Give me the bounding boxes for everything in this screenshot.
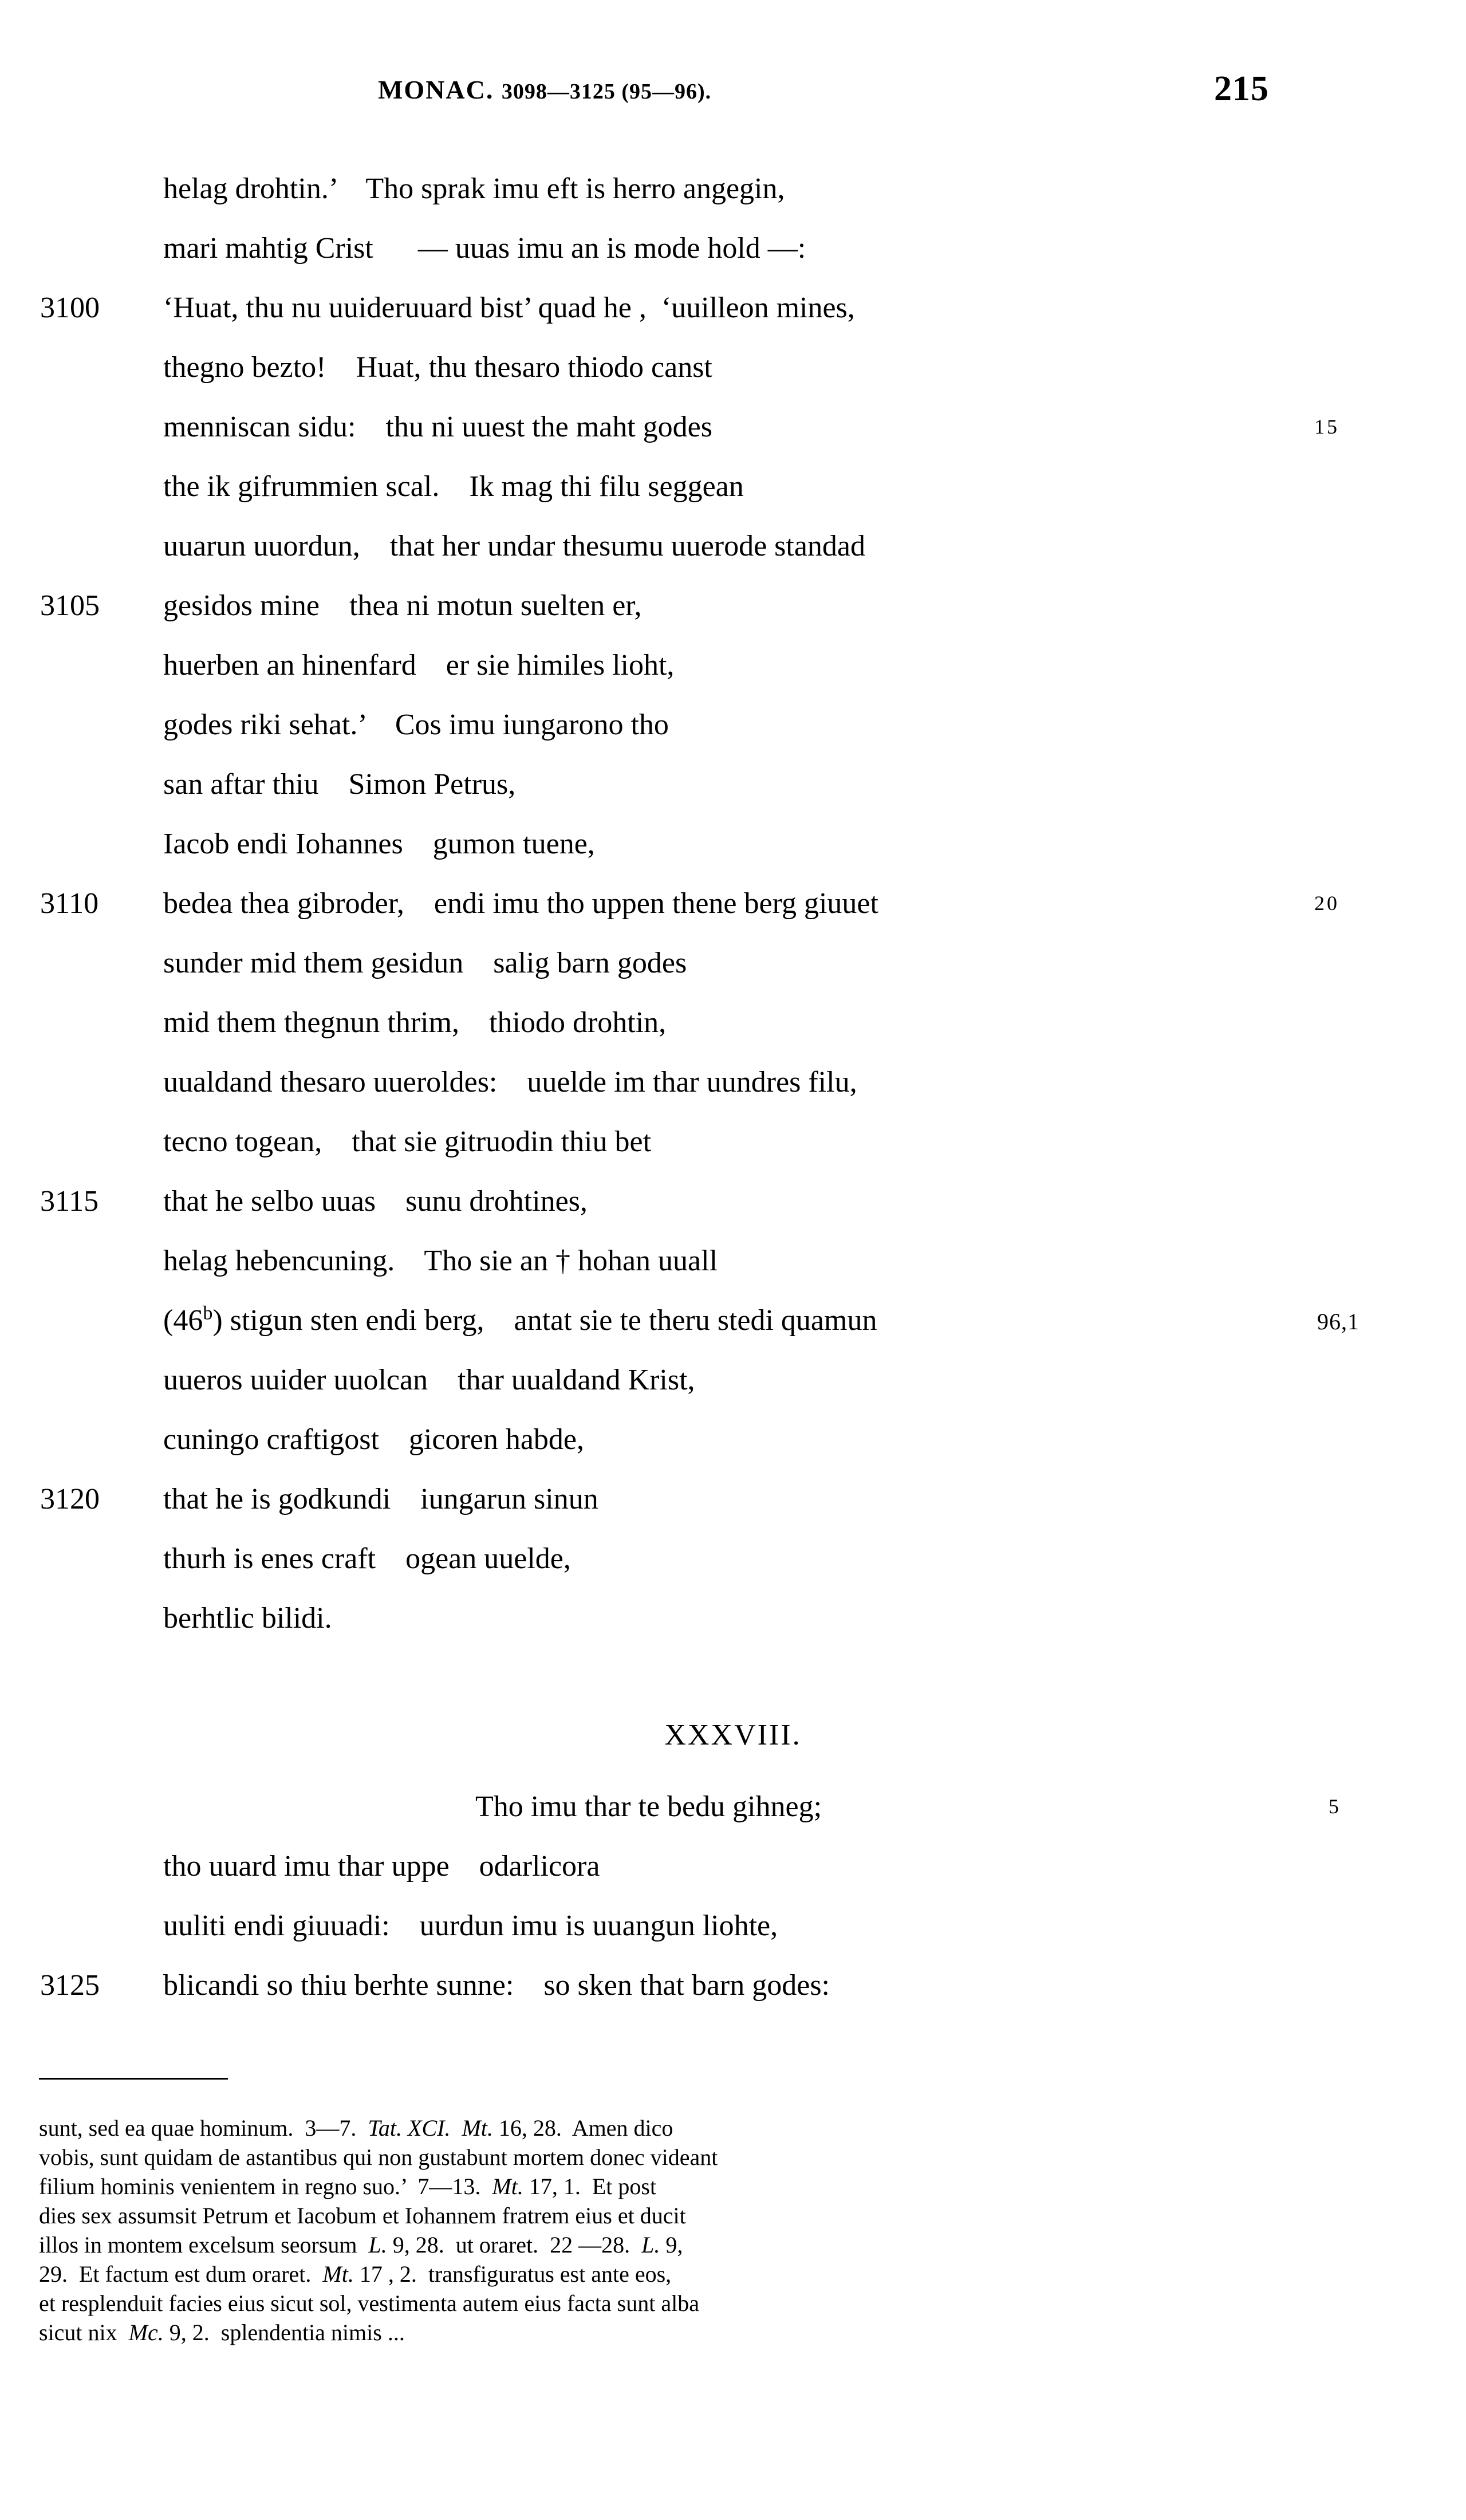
running-head-title-numbers: 3098—3125 (95—96). — [501, 80, 712, 104]
verse-line-text: berhtlic bilidi. — [163, 1602, 332, 1635]
verse-line — [0, 410, 1466, 470]
footnote-apparatus — [39, 2113, 1373, 2347]
verse-line-text: mid them thegnun thrim, thiodo drohtin, — [163, 1006, 667, 1039]
footnote-line — [39, 2259, 1373, 2289]
verse-line — [0, 1790, 1466, 1849]
footnote-text: 29. Et factum est dum oraret. — [39, 2261, 323, 2287]
verse-line-text: that he selbo uuas sunu drohtines, — [163, 1185, 588, 1218]
footnote-text: 17, 1. Et post — [523, 2174, 657, 2199]
verse-line-text: uuarun uuordun, that her undar thesumu uuerode standad — [163, 530, 866, 562]
verse-line — [0, 708, 1466, 767]
verse-line-text: thegno bezto! Huat, thu thesaro thiodo canst — [163, 351, 712, 384]
footnote-citation-abbrev: Mc. — [128, 2320, 164, 2345]
verse-line — [0, 1849, 1466, 1909]
footnote-text: 9, — [660, 2232, 683, 2258]
verse-line-number: 3115 — [40, 1185, 99, 1218]
verse-line-text: san aftar thiu Simon Petrus, — [163, 768, 516, 801]
verse-line-number: 3100 — [40, 292, 100, 324]
running-head — [0, 69, 1466, 120]
verse-line — [0, 291, 1466, 351]
verse-line-text: helag hebencuning. Tho sie an † hohan uuall — [163, 1245, 718, 1277]
verse-line — [0, 1184, 1466, 1244]
verse-line — [0, 1423, 1466, 1482]
verse-line-text: uualdand thesaro uueroldes: uuelde im thar uundres filu, — [163, 1066, 857, 1098]
verse-line-text: godes riki sehat.’ Cos imu iungarono tho — [163, 708, 669, 741]
verse-line — [0, 827, 1466, 887]
footnote-citation-abbrev: Mt. — [322, 2261, 354, 2287]
footnote-line — [39, 2172, 1373, 2201]
footnote-citation-abbrev: L. — [368, 2232, 387, 2258]
verse-line-number: 3120 — [40, 1483, 100, 1515]
chapter-heading: XXXVIII. — [664, 1719, 802, 1751]
footnote-citation-abbrev: L. — [641, 2232, 660, 2258]
footnote-text: et resplenduit facies eius sicut sol, vestimenta autem eius facta sunt alba — [39, 2290, 699, 2316]
footnote-line — [39, 2230, 1373, 2259]
verse-line-text: ‘Huat, thu nu uuideruuard bist’ quad he , ‘uuilleon mines, — [163, 292, 855, 324]
verse-line — [0, 767, 1466, 827]
verse-line — [0, 1244, 1466, 1304]
verse-line — [0, 1125, 1466, 1184]
verse-line-text: tecno togean, that sie gitruodin thiu bet — [163, 1125, 652, 1158]
verse-line-text: cuningo craftigost gicoren habde, — [163, 1423, 584, 1456]
verse-line-text: tho uuard imu thar uppe odarlicora — [163, 1850, 600, 1883]
footnote-citation-abbrev: Mt. — [492, 2174, 523, 2199]
verse-line — [0, 172, 1466, 231]
verse-line-text: menniscan sidu: thu ni uuest the maht godes — [163, 411, 712, 443]
verse-block — [0, 172, 1466, 1661]
verse-line-text: uuliti endi giuuadi: uurdun imu is uuangun liohte, — [163, 1909, 778, 1942]
verse-line — [0, 1542, 1466, 1601]
verse-line-text: blicandi so thiu berhte sunne: so sken that barn godes: — [163, 1969, 830, 2002]
running-head-title — [378, 74, 711, 105]
page-number: 215 — [1214, 69, 1269, 108]
footnote-citation-abbrev: Mt. — [462, 2115, 493, 2141]
verse-line-text: sunder mid them gesidun salig barn godes — [163, 947, 687, 979]
verse-line — [0, 648, 1466, 708]
verse-line-text: bedea thea gibroder, endi imu tho uppen thene berg giuuet — [163, 887, 878, 920]
verse-line-text: mari mahtig Crist — uuas imu an is mode hold —: — [163, 232, 806, 265]
verse-line-text: helag drohtin.’ Tho sprak imu eft is herro angegin, — [163, 172, 785, 205]
footnote-text: 16, 28. Amen dico — [492, 2115, 673, 2141]
verse-line-number: 3110 — [40, 887, 99, 920]
footnote-text: 17 , 2. transfiguratus est ante eos, — [353, 2261, 672, 2287]
folio-superscript: b — [203, 1302, 213, 1324]
running-head-title-prefix: MONAC. — [378, 75, 502, 104]
margin-number: 5 — [1329, 1795, 1341, 1818]
verse-line — [0, 1363, 1466, 1423]
verse-line — [0, 1304, 1466, 1363]
footnote-text: sicut nix — [39, 2320, 129, 2345]
footnote-line — [39, 2201, 1373, 2230]
verse-line — [0, 1909, 1466, 1968]
margin-number: 20 — [1314, 892, 1339, 915]
verse-line-text: the ik gifrummien scal. Ik mag thi filu seggean — [163, 470, 744, 503]
verse-line — [0, 946, 1466, 1006]
footnote-line — [39, 2289, 1373, 2318]
verse-line-text: uueros uuider uuolcan thar uualdand Krist, — [163, 1364, 695, 1396]
verse-line-text: thurh is enes craft ogean uuelde, — [163, 1542, 571, 1575]
verse-line — [0, 1968, 1466, 2028]
footnote-separator-rule — [39, 2078, 228, 2080]
verse-line — [0, 887, 1466, 946]
verse-line — [0, 1006, 1466, 1065]
verse-line — [0, 470, 1466, 529]
footnote-text: sunt, sed ea quae hominum. 3—7. — [39, 2115, 368, 2141]
verse-line-text: huerben an hinenfard er sie himiles lioht, — [163, 649, 675, 682]
verse-line — [0, 1065, 1466, 1125]
verse-line — [0, 231, 1466, 291]
footnote-text — [450, 2115, 462, 2141]
footnote-text: illos in montem excelsum seorsum — [39, 2232, 369, 2258]
verse-line-text: gesidos mine thea ni motun suelten er, — [163, 589, 642, 622]
verse-line-text: (46$^b$) stigun sten endi berg, antat sie te theru stedi quamun — [163, 1302, 877, 1337]
verse-line — [0, 589, 1466, 648]
footnote-text: vobis, sunt quidam de astantibus qui non gustabunt mortem donec videant — [39, 2144, 718, 2170]
verse-line — [0, 529, 1466, 589]
verse-line-text: Tho imu thar te bedu gihneg; — [475, 1790, 822, 1823]
verse-line-number: 3105 — [40, 589, 100, 622]
verse-line-number: 3125 — [40, 1969, 100, 2002]
verse-line — [0, 351, 1466, 410]
footnote-citation-abbrev: Tat. XCI. — [368, 2115, 451, 2141]
footnote-line — [39, 2318, 1373, 2347]
footnote-text: 9, 28. ut oraret. 22 —28. — [387, 2232, 642, 2258]
footnote-line — [39, 2143, 1373, 2172]
footnote-text: dies sex assumsit Petrum et Iacobum et Iohannem fratrem eius et ducit — [39, 2203, 686, 2228]
footnote-text: 9, 2. splendentia nimis ... — [163, 2320, 405, 2345]
verse-line — [0, 1601, 1466, 1661]
verse-line-text: that he is godkundi iungarun sinun — [163, 1483, 598, 1515]
footnote-line — [39, 2113, 1373, 2143]
margin-number: 15 — [1314, 415, 1339, 438]
verse-block-after-heading — [0, 1790, 1466, 2028]
verse-line — [0, 1482, 1466, 1542]
verse-line-text: Iacob endi Iohannes gumon tuene, — [163, 828, 595, 860]
footnote-text: filium hominis venientem in regno suo.’ 7—13. — [39, 2174, 492, 2199]
margin-number: 96,1 — [1317, 1309, 1359, 1334]
